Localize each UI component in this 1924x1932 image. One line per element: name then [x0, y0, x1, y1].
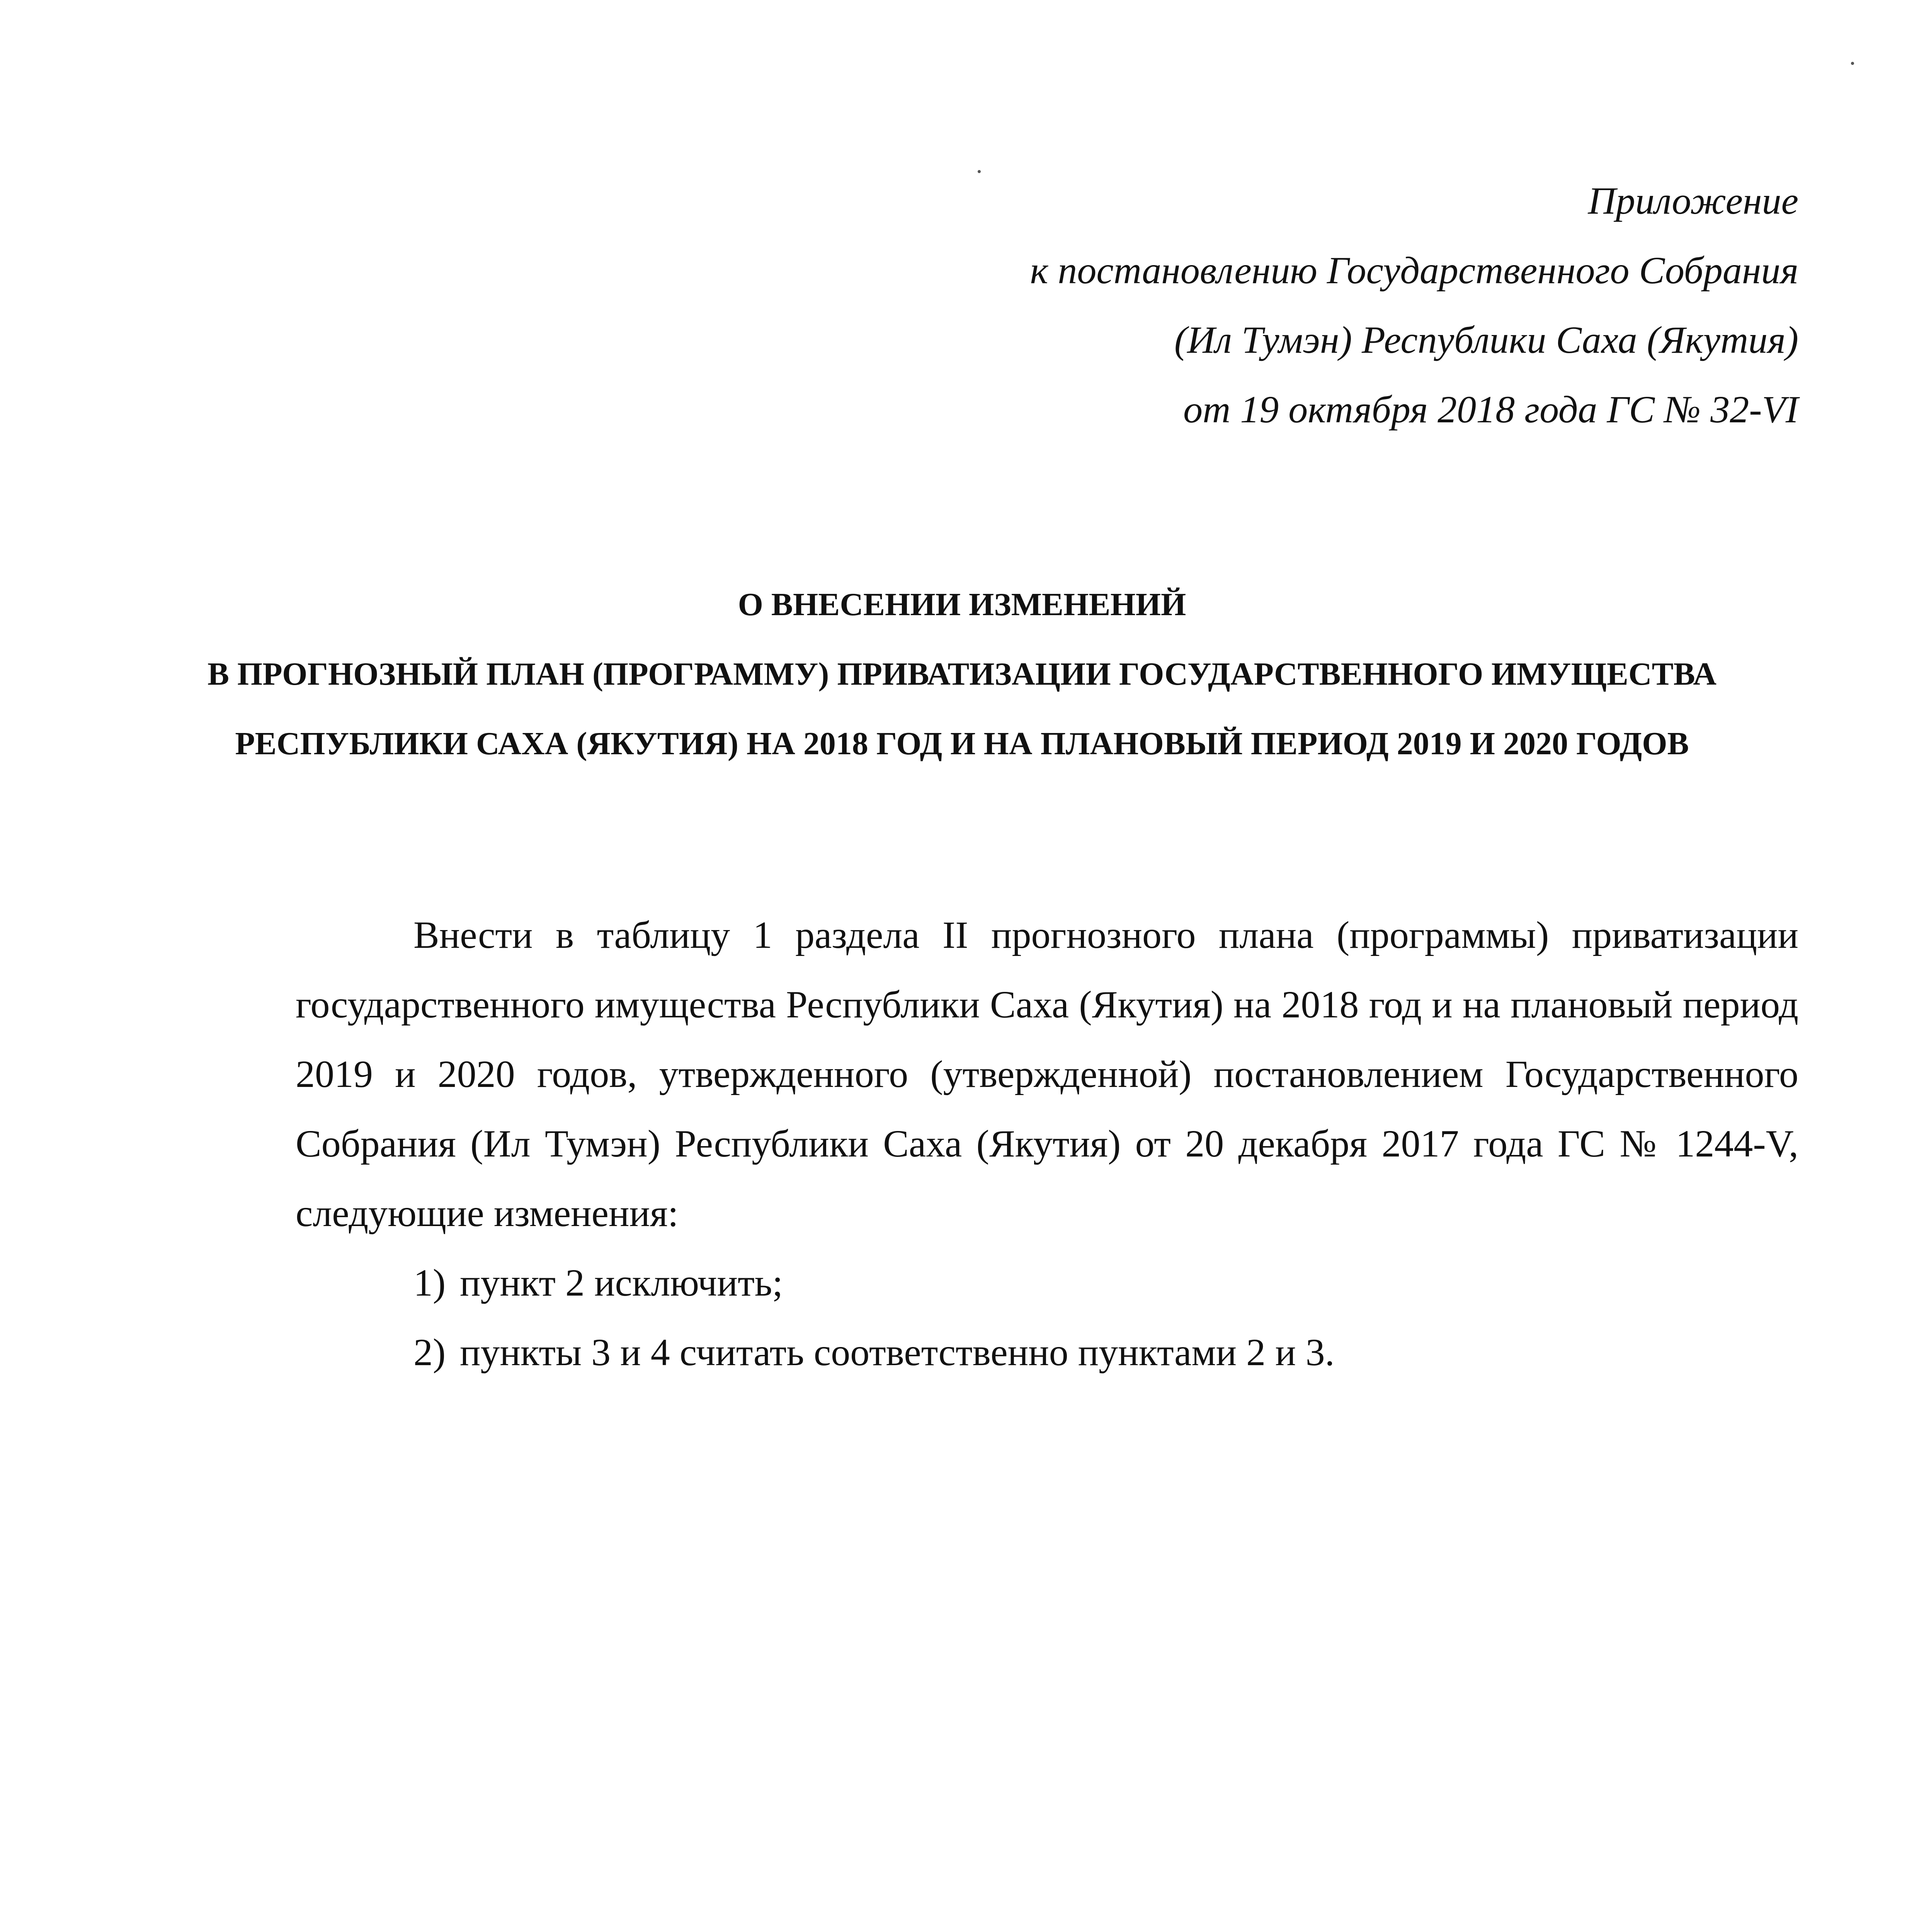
document-body — [296, 900, 1798, 1387]
list-item-text: пункт 2 исключить; — [460, 1261, 783, 1304]
document-title — [0, 570, 1924, 779]
list-item — [296, 1318, 1798, 1387]
appendix-line: от 19 октября 2018 года ГС № 32-VI — [1183, 388, 1798, 431]
title-line: О ВНЕСЕНИИ ИЗМЕНЕНИЙ — [738, 587, 1186, 622]
appendix-line: к постановлению Государственного Собрания — [1030, 249, 1798, 292]
scan-speck — [978, 170, 981, 173]
appendix-line: (Ил Тумэн) Республики Саха (Якутия) — [1174, 318, 1798, 361]
title-line: В ПРОГНОЗНЫЙ ПЛАН (ПРОГРАММУ) ПРИВАТИЗАЦИИ ГОСУДАРСТВЕННОГО ИМУЩЕСТВА — [207, 656, 1717, 692]
list-item-text: пункты 3 и 4 считать соответственно пунктами 2 и 3. — [460, 1331, 1335, 1374]
body-paragraph: Внести в таблицу 1 раздела II прогнозного плана (программы) приватизации государственного имущества Республики Саха (Якутия) на 2018 год и на плановый период 2019 и 2020 годов, утвержденного (утвержденной) постановлением Государственного Собрания (Ил Тумэн) Республики Саха (Якутия) от 20 декабря 2017 года ГС № 1244-V, следующие изменения: — [296, 913, 1798, 1235]
appendix-header — [1030, 166, 1798, 444]
title-line: РЕСПУБЛИКИ САХА (ЯКУТИЯ) НА 2018 ГОД И НА ПЛАНОВЫЙ ПЕРИОД 2019 И 2020 ГОДОВ — [235, 726, 1689, 762]
list-item-number: 1) — [413, 1261, 446, 1304]
list-item — [296, 1248, 1798, 1318]
appendix-line: Приложение — [1588, 179, 1798, 222]
scan-speck — [1851, 62, 1854, 65]
list-item-number: 2) — [413, 1331, 446, 1374]
